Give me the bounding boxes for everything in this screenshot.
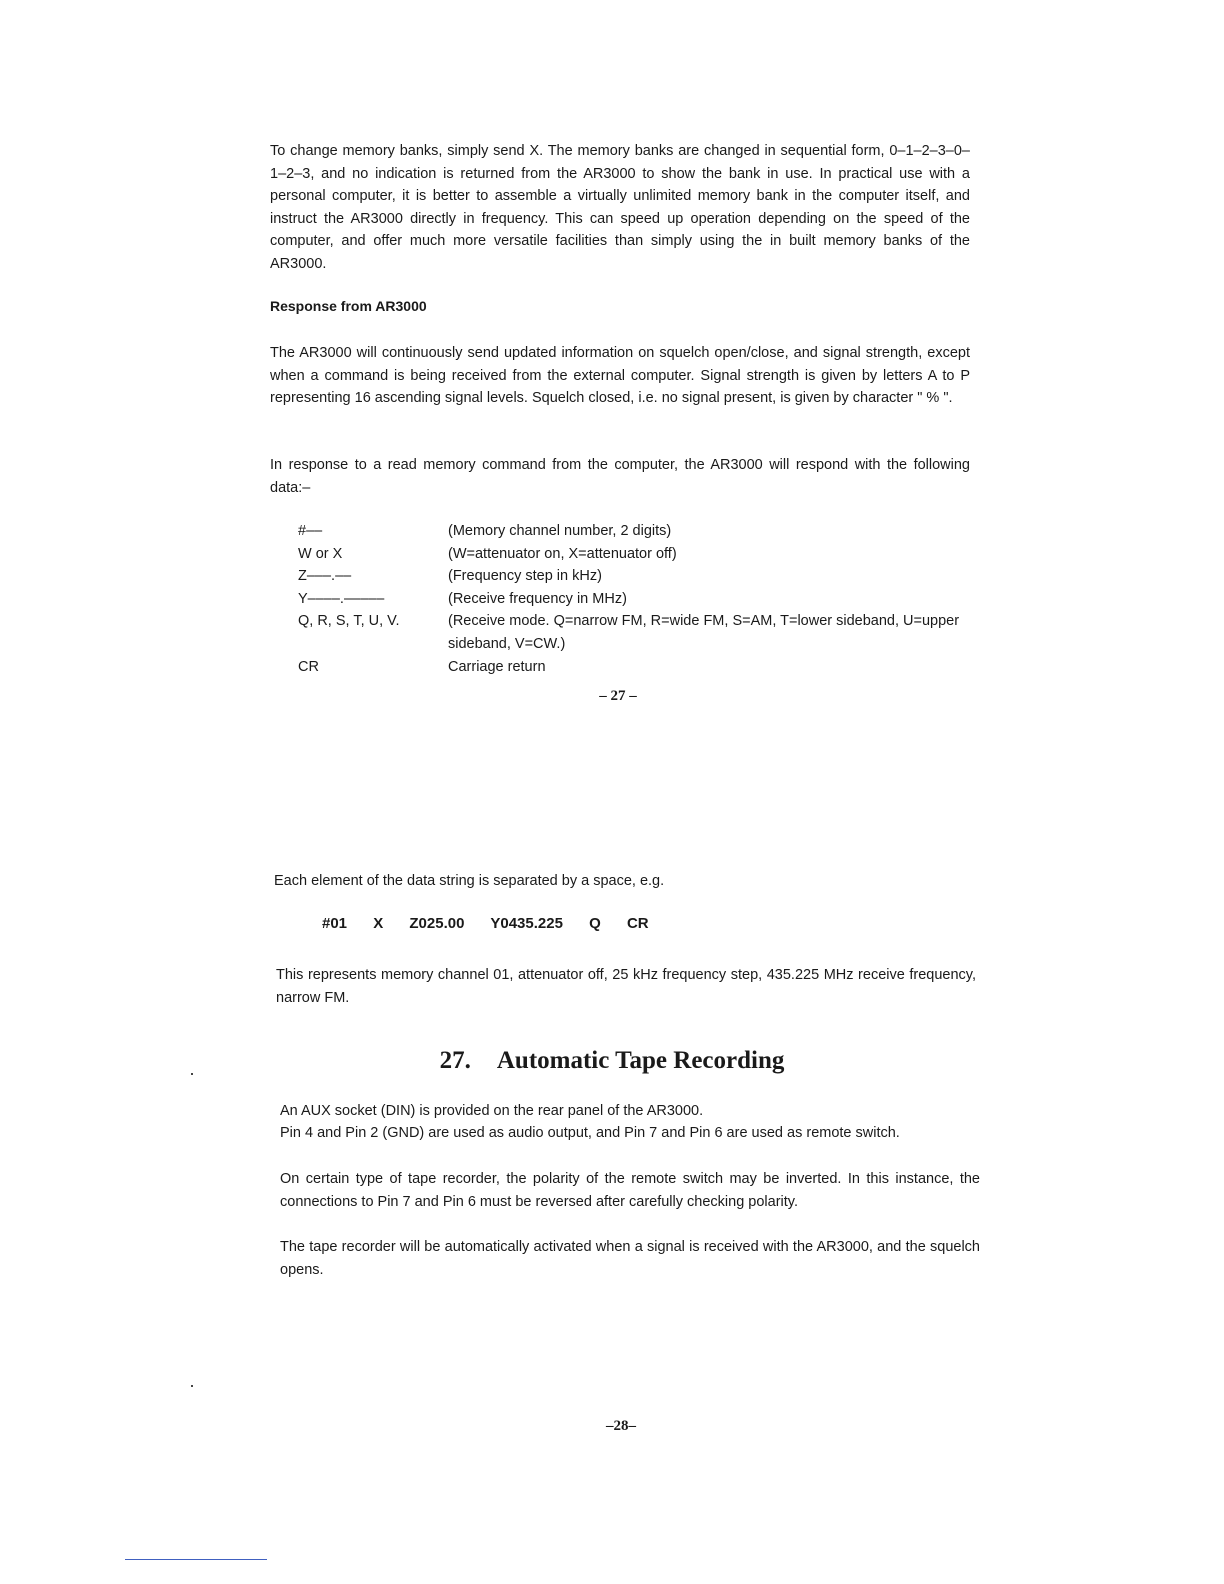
page-number-27: – 27 – <box>599 688 637 704</box>
table-row <box>298 520 970 543</box>
example-token: X <box>373 915 384 932</box>
scan-speck <box>191 1073 193 1075</box>
data-description: (Receive mode. Q=narrow FM, R=wide FM, S=AM, T=lower sideband, U=upper sideband, V=CW.) <box>448 613 960 652</box>
aux-paragraph-4: The tape recorder will be automatically activated when a signal is received with the AR3000, and the squelch opens. <box>280 1239 980 1278</box>
data-code: #–– <box>298 523 323 539</box>
example-token: Q <box>589 915 601 932</box>
page-number-28: –28– <box>606 1418 636 1434</box>
separator-paragraph: Each element of the data string is separated by a space, e.g. <box>274 873 665 889</box>
data-description: (Memory channel number, 2 digits) <box>448 523 672 539</box>
section-title <box>0 1047 1224 1075</box>
aux-paragraph-3: On certain type of tape recorder, the polarity of the remote switch may be inverted. In this instance, the connections to Pin 7 and Pin 6 must be reversed after carefully checking polarity. <box>280 1171 980 1210</box>
data-description: Carriage return <box>448 658 546 675</box>
example-token: CR <box>626 915 649 932</box>
table-row <box>298 610 970 655</box>
memory-banks-paragraph: To change memory banks, simply send X. The memory banks are changed in sequential form, 0–1–2–3–0–1–2–3, and no indication is returned from the AR3000 to show the bank in use. In practical use with a personal computer, it is better to assemble a virtually unlimited memory bank in the computer itself, and instruct the AR3000 directly in frequency. This can speed up operation depending on the speed of the computer, and offer much more versatile facilities than simply using the in built memory banks of the AR3000. <box>270 143 970 272</box>
represents-paragraph: This represents memory channel 01, attenuator off, 25 kHz frequency step, 435.225 MHz receive frequency, narrow FM. <box>276 967 976 1006</box>
data-description: (Frequency step in kHz) <box>448 568 602 585</box>
table-row <box>298 565 970 588</box>
example-token: Z025.00 <box>409 915 465 932</box>
data-code: Q, R, S, T, U, V. <box>298 613 400 630</box>
data-code: Z–––.–– <box>298 568 352 585</box>
example-token: Y0435.225 <box>490 915 563 932</box>
table-row <box>298 543 970 566</box>
data-description: (W=attenuator on, X=attenuator off) <box>448 545 677 562</box>
table-row <box>298 656 970 679</box>
table-row <box>298 588 970 611</box>
response-heading: Response from AR3000 <box>270 298 427 314</box>
aux-paragraph-1: An AUX socket (DIN) is provided on the rear panel of the AR3000. <box>280 1103 704 1119</box>
example-data-string <box>322 915 667 932</box>
aux-paragraph-2: Pin 4 and Pin 2 (GND) are used as audio output, and Pin 7 and Pin 6 are used as remote switch. <box>280 1125 900 1141</box>
scan-speck <box>191 1385 193 1387</box>
data-format-table <box>298 520 970 678</box>
read-memory-paragraph: In response to a read memory command from the computer, the AR3000 will respond with the following data:– <box>270 457 970 496</box>
data-code: W or X <box>298 545 343 562</box>
section-title-text: Automatic Tape Recording <box>496 1047 785 1074</box>
section-number: 27. <box>439 1047 471 1074</box>
data-code: CR <box>298 658 319 675</box>
data-code: Y––––.––––– <box>298 590 385 607</box>
example-token: #01 <box>322 915 348 932</box>
response-paragraph: The AR3000 will continuously send updated information on squelch open/close, and signal strength, except when a command is being received from the external computer. Signal strength is given by letters A to P representing 16 ascending signal levels. Squelch closed, i.e. no signal present, is given by character " % ". <box>270 345 970 407</box>
data-description: (Receive frequency in MHz) <box>448 590 627 607</box>
bottom-edge-line <box>125 1559 267 1560</box>
